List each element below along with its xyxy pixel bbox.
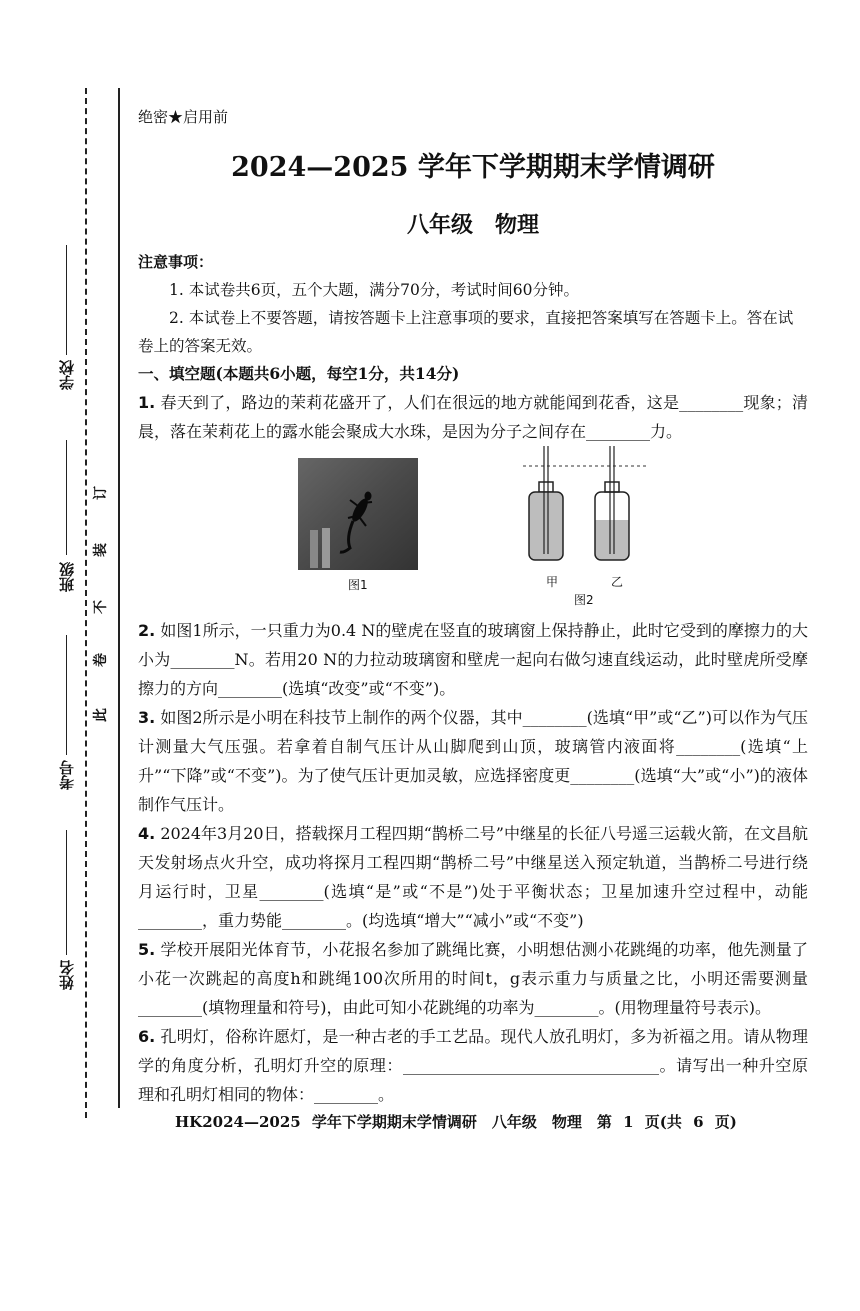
name-label: 姓名 (58, 960, 76, 990)
question-1 (138, 388, 808, 446)
seal-char: 此 (93, 708, 109, 722)
question-text: 学校开展阳光体育节，小花报名参加了跳绳比赛，小明想估测小花跳绳的功率，他先测量了小花一次跳起的高度h和跳绳100次所用的时间t，g表示重力与质量之比，小明还需要测量________(填物理量和符号)，由此可知小花跳绳的功率为________。(用物理量符号表示)。 (138, 940, 808, 1017)
question-number: 2. (138, 621, 156, 640)
figure-2-label-jia: 甲 (546, 575, 559, 589)
question-number: 3. (138, 708, 156, 727)
class-label: 班级 (58, 562, 76, 592)
question-5 (138, 935, 808, 1022)
figure-1-caption: 图1 (348, 578, 368, 592)
question-2 (138, 616, 808, 703)
exam-number-label: 考号 (58, 760, 76, 790)
seal-char: 装 (93, 543, 109, 557)
barometer-bottles-figure (523, 442, 647, 577)
name-line (66, 830, 67, 955)
exam-number-line (66, 635, 67, 755)
class-line (66, 440, 67, 555)
question-text: 春天到了，路边的茉莉花盛开了，人们在很远的地方就能闻到花香，这是________现象；清晨，落在茉莉花上的露水能会聚成大水珠，是因为分子之间存在________力。 (138, 393, 808, 441)
exam-title: 2024—2025 学年下学期期末学情调研 (231, 152, 715, 183)
seal-char: 卷 (93, 653, 109, 667)
binding-solid-line (118, 88, 120, 1108)
question-text: 2024年3月20日，搭载探月工程四期“鹊桥二号”中继星的长征八号遥三运载火箭，在文昌航天发射场点火升空，成功将探月工程四期“鹊桥二号”中继星送入预定轨道，当鹊桥二号进行绕月运行时，卫星________(选填“是”或“不是”)处于平衡状态；卫星加速升空过程中，动能________，重力势能________。(均选填“增大”“减小”或“不变”) (138, 824, 808, 930)
binding-dashed-line (85, 88, 87, 1118)
school-line (66, 245, 67, 355)
exam-page-content (138, 106, 808, 1109)
question-text: 孔明灯，俗称许愿灯，是一种古老的手工艺品。现代人放孔明灯，多为祈福之用。请从物理学的角度分析，孔明灯升空的原理：________________________________。请写出一种升空原理和孔明灯相同的物体：________。 (138, 1027, 808, 1104)
bottle-jia (529, 446, 563, 560)
seal-char: 不 (93, 600, 109, 614)
question-number: 5. (138, 940, 156, 959)
confidential-label: 绝密★启用前 (138, 108, 229, 126)
question-text: 如图1所示，一只重力为0.4 N的壁虎在竖直的玻璃窗上保持静止，此时它受到的摩擦力的大小为________N。若用20 N的力拉动玻璃窗和壁虎一起向右做匀速直线运动，此时壁虎所受摩擦力的方向________(选填“改变”或“不变”)。 (138, 621, 809, 698)
binding-margin (0, 0, 125, 1120)
school-label: 学校 (58, 360, 76, 390)
question-number: 6. (138, 1027, 156, 1046)
page-footer: HK2024—2025 学年下学期期末学情调研 八年级 物理 第 1 页(共 6 页) (175, 1113, 737, 1131)
question-3 (138, 703, 808, 819)
exam-subtitle: 八年级 物理 (406, 212, 539, 238)
question-number: 1. (138, 393, 156, 412)
notice-item: 2. 本试卷上不要答题，请按答题卡上注意事项的要求，直接把答案填写在答题卡上。答在试卷上的答案无效。 (138, 309, 794, 355)
section-heading: 一、填空题(本题共6小题，每空1分，共14分) (138, 364, 460, 383)
question-6 (138, 1022, 808, 1109)
seal-char: 订 (93, 486, 109, 500)
question-text: 如图2所示是小明在科技节上制作的两个仪器，其中________(选填“甲”或“乙”)可以作为气压计测量大气压强。若拿着自制气压计从山脚爬到山顶，玻璃管内液面将________(选填“上升”“下降”或“不变”)。为了使气压计更加灵敏，应选择密度更________(选填“大”或“小”)的液体制作气压计。 (138, 708, 808, 814)
notice-item: 1. 本试卷共6页，五个大题，满分70分，考试时间60分钟。 (169, 281, 580, 299)
figure-2-label-yi: 乙 (611, 575, 624, 589)
question-number: 4. (138, 824, 156, 843)
notice-heading: 注意事项： (138, 253, 214, 271)
bottle-yi (595, 446, 629, 560)
gecko-photo-figure (298, 458, 418, 570)
question-4 (138, 819, 808, 935)
figure-area (138, 458, 808, 608)
figure-2-caption: 图2 (574, 593, 594, 607)
